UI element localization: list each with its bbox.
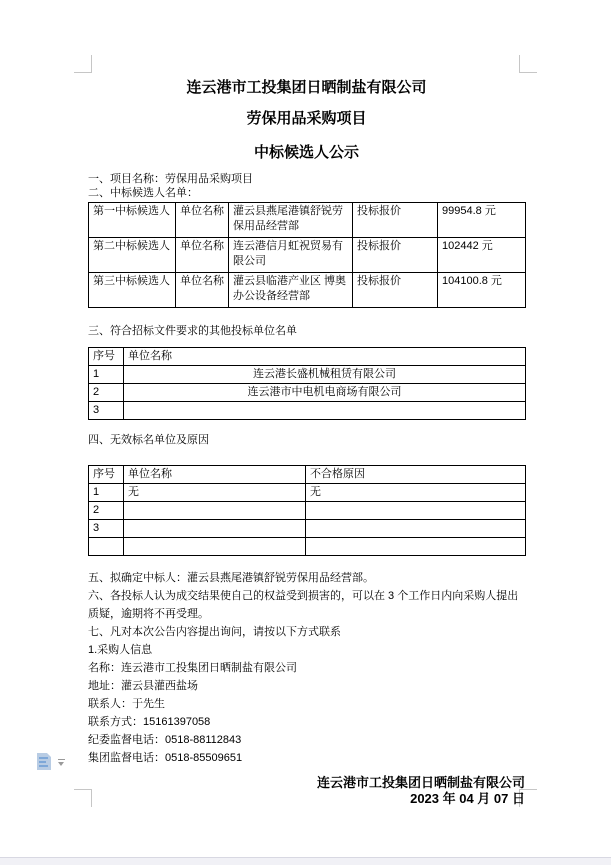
doc-title-announcement: 中标候选人公示: [253, 144, 359, 161]
group-supervision-phone: 集团监督电话：0518-85509651: [88, 752, 243, 764]
bid-amount: 104100.8 元: [438, 273, 526, 308]
bid-amount: 99954.8 元: [438, 203, 526, 238]
section-6-objection: 六、各投标人认为成交结果使自己的权益受到损害的，可以在 3 个工作日内向采购人提出质疑，逾期将不再受理。: [88, 590, 519, 620]
doc-title-project: 劳保用品采购项目: [246, 110, 367, 127]
paste-options-icon: [37, 753, 51, 770]
table-row: [89, 273, 526, 308]
col-header-no: 序号: [89, 348, 124, 366]
bid-label: 投标报价: [353, 273, 438, 308]
table-header-row: [89, 348, 526, 366]
table-header-row: [89, 466, 526, 484]
row-no: 3: [89, 402, 124, 420]
contact-person: 联系人：于先生: [88, 698, 165, 710]
row-no: [89, 538, 124, 556]
unit-name: [124, 538, 306, 556]
col-header-unit: 单位名称: [124, 466, 306, 484]
unit-name: [124, 402, 526, 420]
unit-label: 单位名称: [176, 238, 229, 273]
unit-name: 连云港信月虹祝贸易有限公司: [229, 238, 353, 273]
signature-date: 2023 年 04 月 07 日: [410, 791, 525, 806]
chevron-down-icon[interactable]: [58, 759, 65, 766]
table-row: [89, 502, 526, 520]
table-row: [89, 203, 526, 238]
text-boundary-mark-top-left: [74, 55, 92, 73]
row-no: 1: [89, 484, 124, 502]
row-no: 1: [89, 366, 124, 384]
candidates-table: [88, 202, 526, 308]
reason: [306, 502, 526, 520]
text-boundary-mark-top-right: [519, 55, 537, 73]
invalid-bids-table: [88, 465, 526, 556]
section-4-heading: 四、无效标名单位及原因: [88, 434, 209, 446]
contact-phone: 联系方式：15161397058: [88, 716, 211, 728]
reason: [306, 520, 526, 538]
section-5-winner: 五、拟确定中标人：灌云县燕尾港镇舒锐劳保用品经营部。: [88, 572, 374, 584]
row-no: 2: [89, 384, 124, 402]
col-header-no: 序号: [89, 466, 124, 484]
col-header-unit: 单位名称: [124, 348, 526, 366]
unit-name: 连云港市中电机电商场有限公司: [124, 384, 526, 402]
document-content: [88, 80, 525, 807]
doc-title-company: 连云港市工投集团日晒制盐有限公司: [186, 79, 427, 96]
reason: 无: [306, 484, 526, 502]
candidate-rank: 第一中标候选人: [89, 203, 176, 238]
unit-label: 单位名称: [176, 203, 229, 238]
bid-label: 投标报价: [353, 203, 438, 238]
section-7-contact: 七、凡对本次公告内容提出询问，请按以下方式联系: [88, 626, 341, 638]
unit-label: 单位名称: [176, 273, 229, 308]
paste-options-button[interactable]: [35, 752, 69, 772]
purchaser-name: 名称：连云港市工投集团日晒制盐有限公司: [88, 662, 297, 674]
purchaser-address: 地址：灌云县灌西盐场: [88, 680, 198, 692]
unit-name: 灌云县燕尾港镇舒锐劳保用品经营部: [229, 203, 353, 238]
unit-name: 连云港长盛机械租赁有限公司: [124, 366, 526, 384]
table-row: [89, 238, 526, 273]
section-3-heading: 三、符合招标文件要求的其他投标单位名单: [88, 325, 297, 337]
purchaser-info-block: [88, 641, 525, 767]
signature-company: 连云港市工投集团日晒制盐有限公司: [316, 775, 525, 790]
row-no: 2: [89, 502, 124, 520]
other-bidders-table: [88, 347, 526, 420]
candidate-rank: 第二中标候选人: [89, 238, 176, 273]
purchaser-info-heading: 1.采购人信息: [88, 644, 153, 656]
bid-label: 投标报价: [353, 238, 438, 273]
candidate-rank: 第三中标候选人: [89, 273, 176, 308]
discipline-supervision-phone: 纪委监督电话：0518-88112843: [88, 734, 242, 746]
window-bottom-edge: [0, 857, 611, 865]
col-header-reason: 不合格原因: [306, 466, 526, 484]
reason: [306, 538, 526, 556]
table-row: [89, 366, 526, 384]
unit-name: 灌云县临港产业区 博奥办公设备经营部: [229, 273, 353, 308]
unit-name: [124, 520, 306, 538]
row-no: 3: [89, 520, 124, 538]
unit-name: 无: [124, 484, 306, 502]
table-row: [89, 384, 526, 402]
table-row: [89, 538, 526, 556]
bid-amount: 102442 元: [438, 238, 526, 273]
signature-block: [88, 775, 525, 807]
table-row: [89, 402, 526, 420]
table-row: [89, 520, 526, 538]
section-1-project-name: 一、项目名称：劳保用品采购项目: [88, 173, 253, 185]
table-row: [89, 484, 526, 502]
unit-name: [124, 502, 306, 520]
section-2-heading: 二、中标候选人名单：: [88, 187, 198, 199]
